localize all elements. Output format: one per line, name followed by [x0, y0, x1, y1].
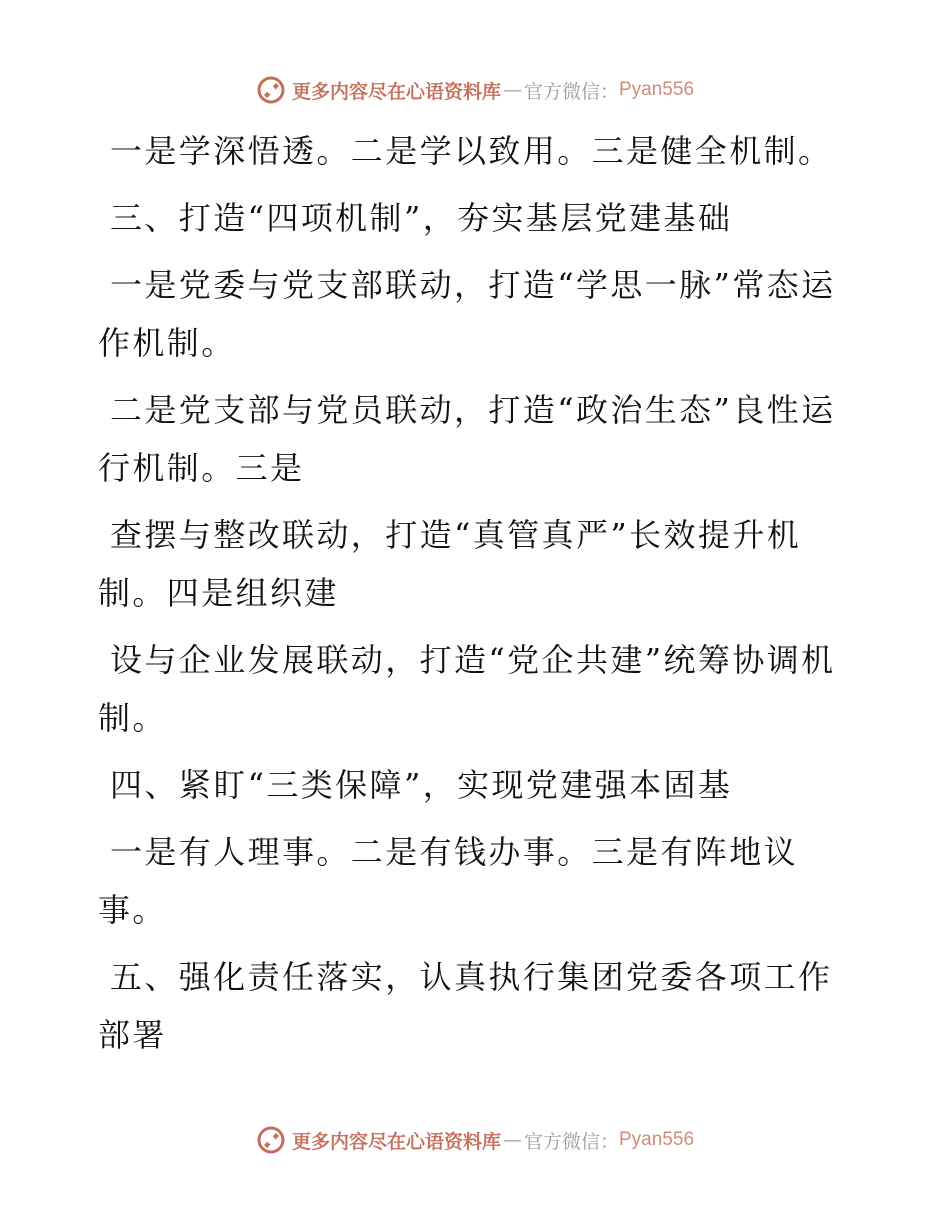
banner-separator: — [502, 79, 522, 101]
banner-wechat-handle: Pyan556 [619, 79, 695, 100]
brush-logo-icon [256, 1125, 286, 1155]
brush-logo-icon [256, 75, 286, 105]
paragraph: 一是有人理事。二是有钱办事。三是有阵地议事。 [98, 833, 799, 929]
banner-sub-text: 官方微信： [523, 1130, 619, 1153]
banner-main-text: 更多内容尽在心语资料库 [291, 1130, 501, 1153]
paragraph: 查摆与整改联动，打造“真管真严”长效提升机制。四是组织建 [98, 516, 802, 612]
footer-watermark-banner [0, 1120, 950, 1160]
section-heading: 三、打造“四项机制”，夯实基层党建基础 [110, 199, 733, 237]
paragraph: 一是学深悟透。二是学以致用。三是健全机制。 [110, 132, 833, 170]
header-watermark-banner [0, 70, 950, 110]
paragraph: 一是党委与党支部联动，打造“学思一脉”常态运作机制。 [98, 266, 836, 362]
banner-separator: — [502, 1129, 522, 1151]
document-body [98, 122, 838, 1073]
paragraph: 二是党支部与党员联动，打造“政治生态”良性运行机制。三是 [98, 391, 836, 487]
banner-sub-text: 官方微信： [523, 80, 619, 103]
section-heading: 五、强化责任落实，认真执行集团党委各项工作部署 [98, 958, 833, 1054]
section-heading: 四、紧盯“三类保障”，实现党建强本固基 [110, 766, 733, 804]
banner-main-text: 更多内容尽在心语资料库 [291, 80, 501, 103]
banner-wechat-handle: Pyan556 [619, 1129, 695, 1150]
paragraph: 设与企业发展联动，打造“党企共建”统筹协调机制。 [98, 641, 836, 737]
